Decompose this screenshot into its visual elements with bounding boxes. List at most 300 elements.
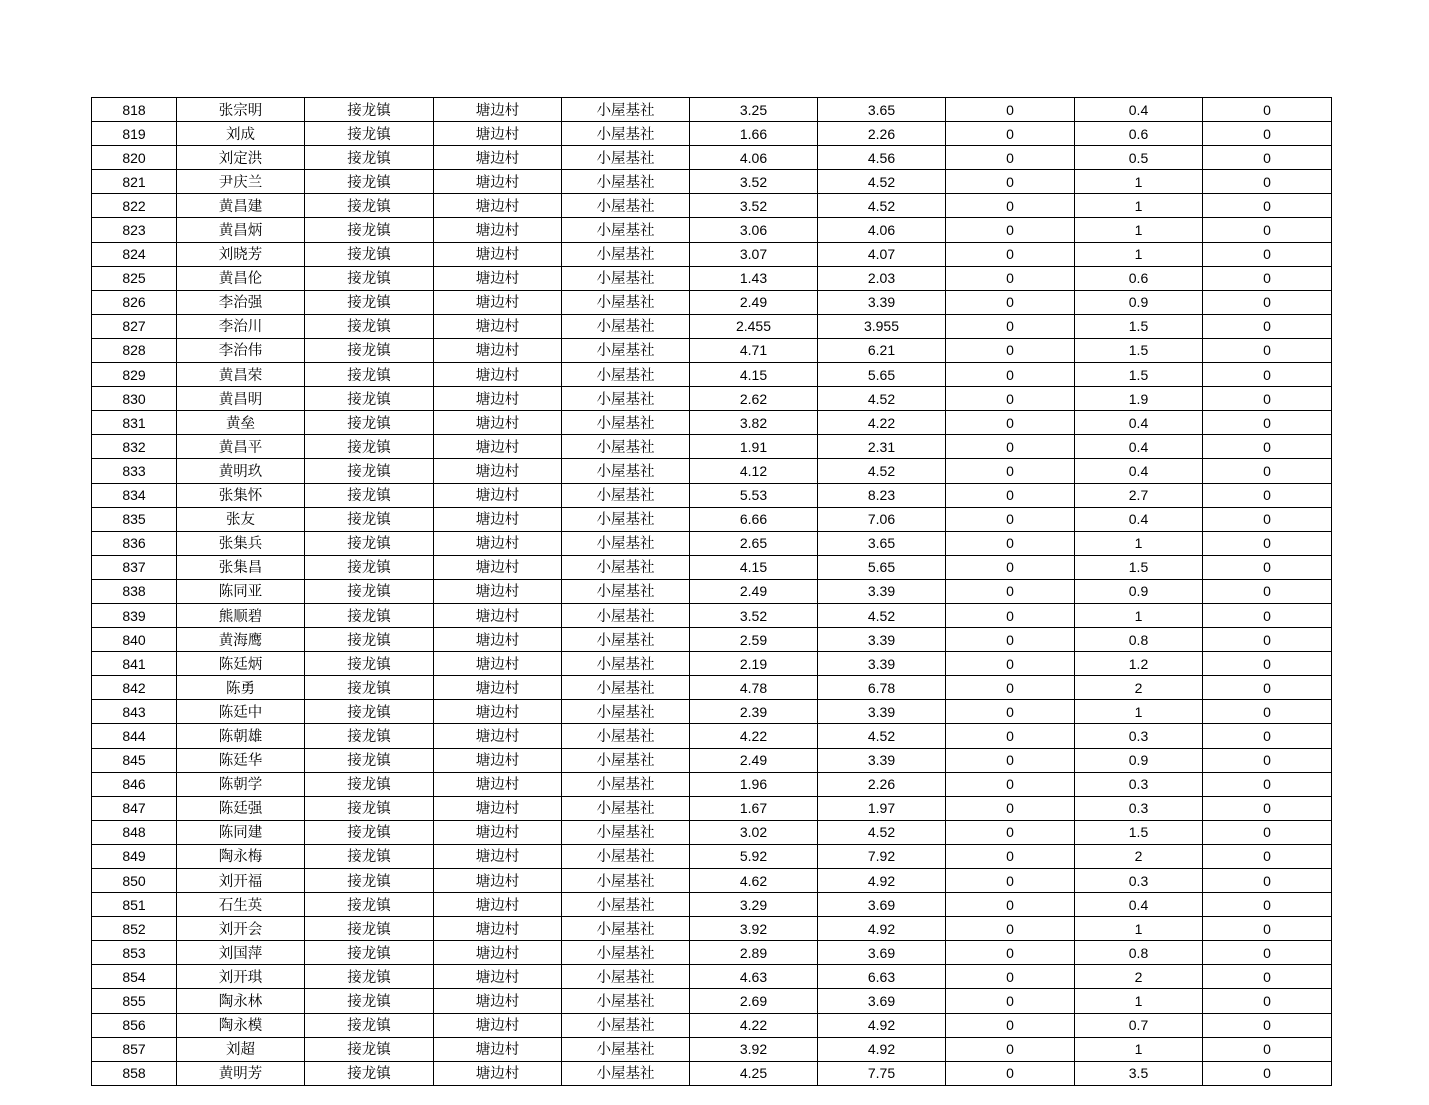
- cell-row-number: 820: [92, 146, 177, 170]
- cell-town: 接龙镇: [305, 435, 434, 459]
- cell-value-c: 0: [946, 1061, 1075, 1085]
- cell-name: 陈廷炳: [177, 652, 305, 676]
- cell-value-d: 1: [1075, 170, 1203, 194]
- cell-name: 黄明玖: [177, 459, 305, 483]
- cell-group: 小屋基社: [562, 844, 690, 868]
- cell-row-number: 850: [92, 869, 177, 893]
- cell-town: 接龙镇: [305, 748, 434, 772]
- table-row: [92, 1037, 1332, 1061]
- cell-value-d: 1: [1075, 1037, 1203, 1061]
- cell-value-d: 1: [1075, 700, 1203, 724]
- table-row: [92, 820, 1332, 844]
- cell-name: 黄垒: [177, 411, 305, 435]
- table-row: [92, 700, 1332, 724]
- cell-town: 接龙镇: [305, 603, 434, 627]
- cell-row-number: 846: [92, 772, 177, 796]
- cell-town: 接龙镇: [305, 98, 434, 122]
- cell-village: 塘边村: [434, 917, 562, 941]
- table-row: [92, 844, 1332, 868]
- cell-value-e: 0: [1203, 218, 1332, 242]
- data-table: [91, 97, 1332, 1086]
- cell-village: 塘边村: [434, 772, 562, 796]
- cell-value-a: 2.65: [690, 531, 818, 555]
- cell-value-a: 2.19: [690, 652, 818, 676]
- cell-value-d: 0.4: [1075, 893, 1203, 917]
- cell-value-b: 3.69: [818, 989, 946, 1013]
- cell-value-c: 0: [946, 555, 1075, 579]
- cell-value-c: 0: [946, 989, 1075, 1013]
- cell-value-b: 7.75: [818, 1061, 946, 1085]
- cell-value-d: 0.5: [1075, 146, 1203, 170]
- table-row: [92, 122, 1332, 146]
- cell-value-e: 0: [1203, 844, 1332, 868]
- cell-value-d: 1: [1075, 194, 1203, 218]
- cell-row-number: 853: [92, 941, 177, 965]
- cell-value-e: 0: [1203, 820, 1332, 844]
- cell-name: 陈同亚: [177, 579, 305, 603]
- cell-group: 小屋基社: [562, 796, 690, 820]
- cell-village: 塘边村: [434, 700, 562, 724]
- table-row: [92, 459, 1332, 483]
- cell-group: 小屋基社: [562, 917, 690, 941]
- cell-group: 小屋基社: [562, 989, 690, 1013]
- cell-value-a: 4.71: [690, 338, 818, 362]
- cell-name: 陈朝雄: [177, 724, 305, 748]
- cell-group: 小屋基社: [562, 603, 690, 627]
- cell-value-e: 0: [1203, 796, 1332, 820]
- cell-row-number: 835: [92, 507, 177, 531]
- cell-value-b: 3.39: [818, 628, 946, 652]
- cell-village: 塘边村: [434, 459, 562, 483]
- cell-row-number: 824: [92, 242, 177, 266]
- cell-row-number: 855: [92, 989, 177, 1013]
- table-row: [92, 869, 1332, 893]
- cell-value-c: 0: [946, 820, 1075, 844]
- cell-value-e: 0: [1203, 459, 1332, 483]
- cell-village: 塘边村: [434, 98, 562, 122]
- cell-value-b: 2.26: [818, 772, 946, 796]
- cell-value-d: 2.7: [1075, 483, 1203, 507]
- table-row: [92, 603, 1332, 627]
- cell-town: 接龙镇: [305, 724, 434, 748]
- cell-value-e: 0: [1203, 387, 1332, 411]
- table-body: [92, 98, 1332, 1086]
- cell-village: 塘边村: [434, 844, 562, 868]
- table-row: [92, 893, 1332, 917]
- cell-group: 小屋基社: [562, 314, 690, 338]
- cell-name: 陈同建: [177, 820, 305, 844]
- cell-group: 小屋基社: [562, 652, 690, 676]
- cell-name: 刘国萍: [177, 941, 305, 965]
- cell-town: 接龙镇: [305, 869, 434, 893]
- cell-value-a: 3.52: [690, 603, 818, 627]
- cell-value-a: 3.92: [690, 917, 818, 941]
- cell-row-number: 841: [92, 652, 177, 676]
- cell-value-b: 4.06: [818, 218, 946, 242]
- cell-value-c: 0: [946, 483, 1075, 507]
- cell-row-number: 851: [92, 893, 177, 917]
- table-row: [92, 483, 1332, 507]
- cell-group: 小屋基社: [562, 122, 690, 146]
- cell-value-c: 0: [946, 363, 1075, 387]
- cell-row-number: 842: [92, 676, 177, 700]
- cell-row-number: 845: [92, 748, 177, 772]
- cell-row-number: 827: [92, 314, 177, 338]
- cell-value-b: 3.39: [818, 748, 946, 772]
- cell-town: 接龙镇: [305, 579, 434, 603]
- cell-value-a: 2.62: [690, 387, 818, 411]
- cell-town: 接龙镇: [305, 989, 434, 1013]
- cell-value-c: 0: [946, 194, 1075, 218]
- cell-group: 小屋基社: [562, 1013, 690, 1037]
- cell-row-number: 837: [92, 555, 177, 579]
- cell-value-e: 0: [1203, 965, 1332, 989]
- cell-value-e: 0: [1203, 652, 1332, 676]
- cell-value-a: 4.63: [690, 965, 818, 989]
- cell-value-c: 0: [946, 676, 1075, 700]
- cell-village: 塘边村: [434, 363, 562, 387]
- cell-value-a: 4.22: [690, 724, 818, 748]
- cell-value-b: 4.22: [818, 411, 946, 435]
- cell-name: 张集怀: [177, 483, 305, 507]
- cell-value-b: 4.92: [818, 1013, 946, 1037]
- cell-village: 塘边村: [434, 603, 562, 627]
- cell-value-e: 0: [1203, 242, 1332, 266]
- cell-value-a: 4.15: [690, 363, 818, 387]
- cell-value-b: 5.65: [818, 363, 946, 387]
- cell-value-c: 0: [946, 218, 1075, 242]
- cell-value-e: 0: [1203, 146, 1332, 170]
- cell-row-number: 833: [92, 459, 177, 483]
- cell-value-e: 0: [1203, 917, 1332, 941]
- cell-village: 塘边村: [434, 796, 562, 820]
- cell-group: 小屋基社: [562, 820, 690, 844]
- cell-town: 接龙镇: [305, 387, 434, 411]
- cell-value-d: 2: [1075, 844, 1203, 868]
- cell-village: 塘边村: [434, 676, 562, 700]
- cell-value-c: 0: [946, 700, 1075, 724]
- cell-value-c: 0: [946, 459, 1075, 483]
- cell-value-e: 0: [1203, 194, 1332, 218]
- cell-value-b: 4.52: [818, 603, 946, 627]
- cell-row-number: 838: [92, 579, 177, 603]
- cell-village: 塘边村: [434, 531, 562, 555]
- cell-group: 小屋基社: [562, 941, 690, 965]
- cell-value-a: 2.49: [690, 579, 818, 603]
- cell-value-d: 3.5: [1075, 1061, 1203, 1085]
- table-row: [92, 676, 1332, 700]
- cell-group: 小屋基社: [562, 1061, 690, 1085]
- cell-village: 塘边村: [434, 869, 562, 893]
- cell-value-a: 2.59: [690, 628, 818, 652]
- cell-value-e: 0: [1203, 628, 1332, 652]
- cell-value-c: 0: [946, 122, 1075, 146]
- cell-value-c: 0: [946, 266, 1075, 290]
- cell-value-d: 2: [1075, 965, 1203, 989]
- cell-value-c: 0: [946, 507, 1075, 531]
- cell-value-b: 3.955: [818, 314, 946, 338]
- cell-town: 接龙镇: [305, 1061, 434, 1085]
- cell-name: 张集兵: [177, 531, 305, 555]
- cell-value-a: 1.91: [690, 435, 818, 459]
- cell-row-number: 857: [92, 1037, 177, 1061]
- cell-value-b: 7.92: [818, 844, 946, 868]
- cell-value-b: 6.21: [818, 338, 946, 362]
- cell-town: 接龙镇: [305, 844, 434, 868]
- cell-town: 接龙镇: [305, 122, 434, 146]
- cell-value-c: 0: [946, 338, 1075, 362]
- cell-group: 小屋基社: [562, 194, 690, 218]
- cell-village: 塘边村: [434, 435, 562, 459]
- cell-town: 接龙镇: [305, 531, 434, 555]
- cell-value-c: 0: [946, 724, 1075, 748]
- cell-value-b: 4.56: [818, 146, 946, 170]
- cell-row-number: 819: [92, 122, 177, 146]
- cell-name: 陶永林: [177, 989, 305, 1013]
- cell-town: 接龙镇: [305, 146, 434, 170]
- cell-value-b: 4.52: [818, 170, 946, 194]
- table-row: [92, 363, 1332, 387]
- cell-name: 李治川: [177, 314, 305, 338]
- cell-village: 塘边村: [434, 507, 562, 531]
- cell-name: 黄明芳: [177, 1061, 305, 1085]
- cell-town: 接龙镇: [305, 459, 434, 483]
- table-row: [92, 218, 1332, 242]
- cell-town: 接龙镇: [305, 338, 434, 362]
- cell-value-c: 0: [946, 869, 1075, 893]
- cell-village: 塘边村: [434, 266, 562, 290]
- cell-village: 塘边村: [434, 1061, 562, 1085]
- cell-value-a: 2.89: [690, 941, 818, 965]
- cell-value-b: 4.52: [818, 820, 946, 844]
- table-row: [92, 242, 1332, 266]
- cell-row-number: 818: [92, 98, 177, 122]
- cell-value-d: 0.8: [1075, 941, 1203, 965]
- table-row: [92, 941, 1332, 965]
- cell-value-e: 0: [1203, 1037, 1332, 1061]
- cell-row-number: 847: [92, 796, 177, 820]
- cell-town: 接龙镇: [305, 507, 434, 531]
- cell-group: 小屋基社: [562, 266, 690, 290]
- cell-row-number: 821: [92, 170, 177, 194]
- cell-value-c: 0: [946, 531, 1075, 555]
- table-row: [92, 628, 1332, 652]
- table-row: [92, 314, 1332, 338]
- cell-town: 接龙镇: [305, 941, 434, 965]
- cell-name: 刘晓芳: [177, 242, 305, 266]
- cell-value-d: 1: [1075, 917, 1203, 941]
- cell-name: 石生英: [177, 893, 305, 917]
- cell-value-a: 3.92: [690, 1037, 818, 1061]
- cell-value-b: 4.52: [818, 724, 946, 748]
- cell-value-d: 0.9: [1075, 290, 1203, 314]
- cell-group: 小屋基社: [562, 290, 690, 314]
- table-row: [92, 387, 1332, 411]
- table-row: [92, 146, 1332, 170]
- cell-value-d: 1.5: [1075, 555, 1203, 579]
- cell-row-number: 822: [92, 194, 177, 218]
- table-row: [92, 290, 1332, 314]
- cell-value-a: 4.78: [690, 676, 818, 700]
- cell-value-a: 2.39: [690, 700, 818, 724]
- cell-village: 塘边村: [434, 555, 562, 579]
- cell-group: 小屋基社: [562, 531, 690, 555]
- cell-name: 张宗明: [177, 98, 305, 122]
- cell-value-d: 1: [1075, 242, 1203, 266]
- cell-value-e: 0: [1203, 483, 1332, 507]
- cell-value-a: 3.25: [690, 98, 818, 122]
- table-row: [92, 435, 1332, 459]
- cell-name: 陈勇: [177, 676, 305, 700]
- cell-value-c: 0: [946, 893, 1075, 917]
- cell-group: 小屋基社: [562, 507, 690, 531]
- cell-village: 塘边村: [434, 411, 562, 435]
- cell-village: 塘边村: [434, 748, 562, 772]
- cell-row-number: 839: [92, 603, 177, 627]
- cell-name: 尹庆兰: [177, 170, 305, 194]
- cell-value-b: 2.03: [818, 266, 946, 290]
- cell-value-b: 4.52: [818, 194, 946, 218]
- table-row: [92, 98, 1332, 122]
- cell-value-e: 0: [1203, 893, 1332, 917]
- cell-group: 小屋基社: [562, 965, 690, 989]
- cell-value-d: 1.5: [1075, 338, 1203, 362]
- cell-value-d: 0.3: [1075, 724, 1203, 748]
- cell-value-b: 6.78: [818, 676, 946, 700]
- table-row: [92, 748, 1332, 772]
- cell-name: 张友: [177, 507, 305, 531]
- cell-value-c: 0: [946, 411, 1075, 435]
- cell-value-a: 3.29: [690, 893, 818, 917]
- cell-group: 小屋基社: [562, 893, 690, 917]
- cell-name: 刘成: [177, 122, 305, 146]
- cell-value-e: 0: [1203, 531, 1332, 555]
- cell-town: 接龙镇: [305, 820, 434, 844]
- cell-value-c: 0: [946, 628, 1075, 652]
- cell-name: 李治伟: [177, 338, 305, 362]
- cell-group: 小屋基社: [562, 387, 690, 411]
- cell-name: 黄昌炳: [177, 218, 305, 242]
- table-row: [92, 507, 1332, 531]
- cell-name: 张集昌: [177, 555, 305, 579]
- cell-value-d: 0.6: [1075, 122, 1203, 146]
- cell-value-a: 1.66: [690, 122, 818, 146]
- cell-value-e: 0: [1203, 1013, 1332, 1037]
- cell-value-c: 0: [946, 772, 1075, 796]
- cell-value-a: 4.15: [690, 555, 818, 579]
- cell-group: 小屋基社: [562, 748, 690, 772]
- cell-town: 接龙镇: [305, 483, 434, 507]
- table-row: [92, 652, 1332, 676]
- cell-value-d: 0.3: [1075, 869, 1203, 893]
- cell-value-d: 1.5: [1075, 820, 1203, 844]
- table-row: [92, 579, 1332, 603]
- cell-name: 黄昌伦: [177, 266, 305, 290]
- cell-value-c: 0: [946, 748, 1075, 772]
- cell-value-b: 3.39: [818, 290, 946, 314]
- cell-village: 塘边村: [434, 170, 562, 194]
- table-row: [92, 917, 1332, 941]
- cell-value-a: 4.25: [690, 1061, 818, 1085]
- cell-village: 塘边村: [434, 314, 562, 338]
- cell-town: 接龙镇: [305, 652, 434, 676]
- cell-value-e: 0: [1203, 869, 1332, 893]
- cell-value-b: 3.39: [818, 652, 946, 676]
- table-row: [92, 724, 1332, 748]
- cell-value-b: 3.65: [818, 98, 946, 122]
- cell-group: 小屋基社: [562, 772, 690, 796]
- cell-village: 塘边村: [434, 338, 562, 362]
- cell-value-c: 0: [946, 579, 1075, 603]
- cell-value-d: 1.5: [1075, 314, 1203, 338]
- cell-value-b: 3.69: [818, 941, 946, 965]
- cell-town: 接龙镇: [305, 266, 434, 290]
- cell-value-b: 4.92: [818, 1037, 946, 1061]
- table-row: [92, 266, 1332, 290]
- cell-town: 接龙镇: [305, 917, 434, 941]
- cell-value-c: 0: [946, 1013, 1075, 1037]
- cell-value-e: 0: [1203, 363, 1332, 387]
- cell-town: 接龙镇: [305, 411, 434, 435]
- cell-row-number: 826: [92, 290, 177, 314]
- cell-value-e: 0: [1203, 435, 1332, 459]
- cell-village: 塘边村: [434, 122, 562, 146]
- cell-value-e: 0: [1203, 314, 1332, 338]
- cell-town: 接龙镇: [305, 796, 434, 820]
- cell-value-e: 0: [1203, 700, 1332, 724]
- cell-value-c: 0: [946, 170, 1075, 194]
- cell-value-a: 2.49: [690, 290, 818, 314]
- cell-town: 接龙镇: [305, 965, 434, 989]
- cell-value-d: 0.4: [1075, 98, 1203, 122]
- cell-value-b: 4.52: [818, 387, 946, 411]
- cell-value-e: 0: [1203, 290, 1332, 314]
- cell-value-d: 1.9: [1075, 387, 1203, 411]
- cell-name: 刘开福: [177, 869, 305, 893]
- cell-group: 小屋基社: [562, 628, 690, 652]
- cell-group: 小屋基社: [562, 363, 690, 387]
- cell-value-b: 1.97: [818, 796, 946, 820]
- cell-town: 接龙镇: [305, 893, 434, 917]
- cell-group: 小屋基社: [562, 170, 690, 194]
- cell-town: 接龙镇: [305, 700, 434, 724]
- cell-name: 李治强: [177, 290, 305, 314]
- cell-row-number: 832: [92, 435, 177, 459]
- cell-group: 小屋基社: [562, 869, 690, 893]
- cell-village: 塘边村: [434, 194, 562, 218]
- cell-value-b: 8.23: [818, 483, 946, 507]
- cell-name: 陈廷中: [177, 700, 305, 724]
- cell-village: 塘边村: [434, 242, 562, 266]
- table-row: [92, 411, 1332, 435]
- cell-name: 陈廷华: [177, 748, 305, 772]
- cell-value-d: 0.6: [1075, 266, 1203, 290]
- cell-village: 塘边村: [434, 1037, 562, 1061]
- cell-village: 塘边村: [434, 628, 562, 652]
- cell-value-a: 2.455: [690, 314, 818, 338]
- cell-value-a: 3.06: [690, 218, 818, 242]
- cell-village: 塘边村: [434, 941, 562, 965]
- cell-value-e: 0: [1203, 266, 1332, 290]
- cell-name: 黄昌明: [177, 387, 305, 411]
- table-row: [92, 965, 1332, 989]
- cell-value-c: 0: [946, 242, 1075, 266]
- cell-village: 塘边村: [434, 965, 562, 989]
- cell-value-d: 0.4: [1075, 411, 1203, 435]
- cell-town: 接龙镇: [305, 170, 434, 194]
- cell-row-number: 856: [92, 1013, 177, 1037]
- cell-value-d: 0.4: [1075, 435, 1203, 459]
